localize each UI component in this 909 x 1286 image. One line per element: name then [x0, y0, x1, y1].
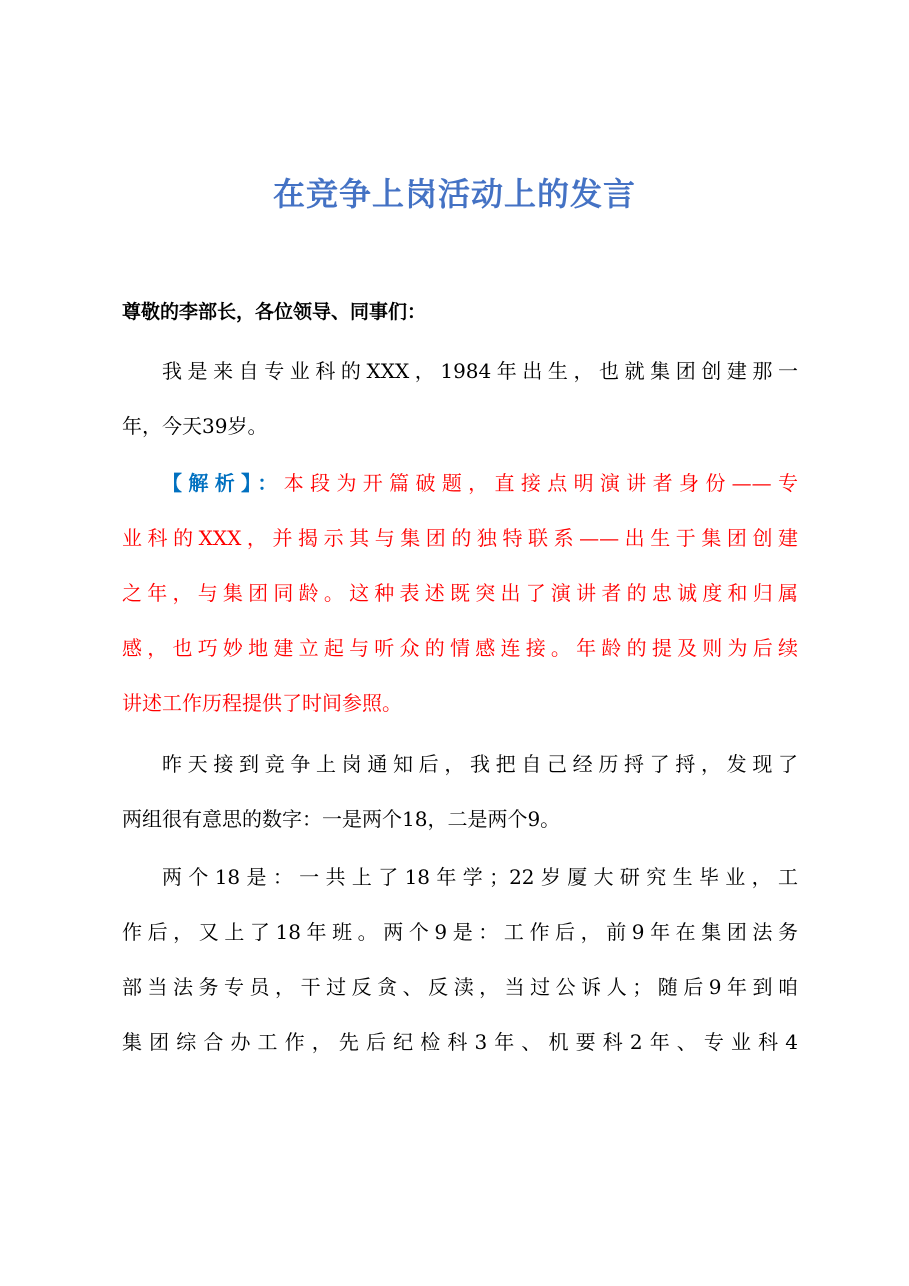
analysis-line: 业科的XXX，并揭示其与集团的独特联系——出生于集团创建: [122, 526, 798, 550]
salutation: 尊敬的李部长，各位领导、同事们：: [122, 301, 427, 323]
paragraph-line: 两个18是：一共上了18年学；22岁厦大研究生毕业，工: [162, 865, 798, 889]
analysis-paragraph: [122, 456, 798, 731]
paragraph-line: 年，今天39岁。: [122, 414, 268, 438]
analysis-first-line: [122, 456, 798, 511]
analysis-line: 之年，与集团同龄。这种表述既突出了演讲者的忠诚度和归属: [122, 581, 798, 605]
analysis-tag: 【解析】：: [162, 471, 284, 495]
paragraph-numbers: [122, 737, 798, 847]
paragraph-intro: [122, 344, 798, 454]
paragraph-line: 我是来自专业科的XXX，1984年出生，也就集团创建那一: [162, 359, 798, 383]
paragraph-line: 集团综合办工作，先后纪检科3年、机要科2年、专业科4: [122, 1030, 798, 1054]
paragraph-career: [122, 850, 798, 1070]
paragraph-line: 部当法务专员，干过反贪、反渎，当过公诉人；随后9年到咱: [122, 975, 798, 999]
analysis-line: 本段为开篇破题，直接点明演讲者身份——专: [283, 471, 799, 495]
analysis-line: 感，也巧妙地建立起与听众的情感连接。年龄的提及则为后续: [122, 636, 798, 660]
paragraph-line: 昨天接到竞争上岗通知后，我把自己经历捋了捋，发现了: [162, 752, 798, 776]
paragraph-line: 两组很有意思的数字：一是两个18，二是两个9。: [122, 807, 561, 831]
paragraph-line: 作后，又上了18年班。两个9是：工作后，前9年在集团法务: [122, 920, 798, 944]
analysis-line: 讲述工作历程提供了时间参照。: [122, 691, 402, 715]
document-title: 在竞争上岗活动上的发言: [272, 175, 636, 213]
